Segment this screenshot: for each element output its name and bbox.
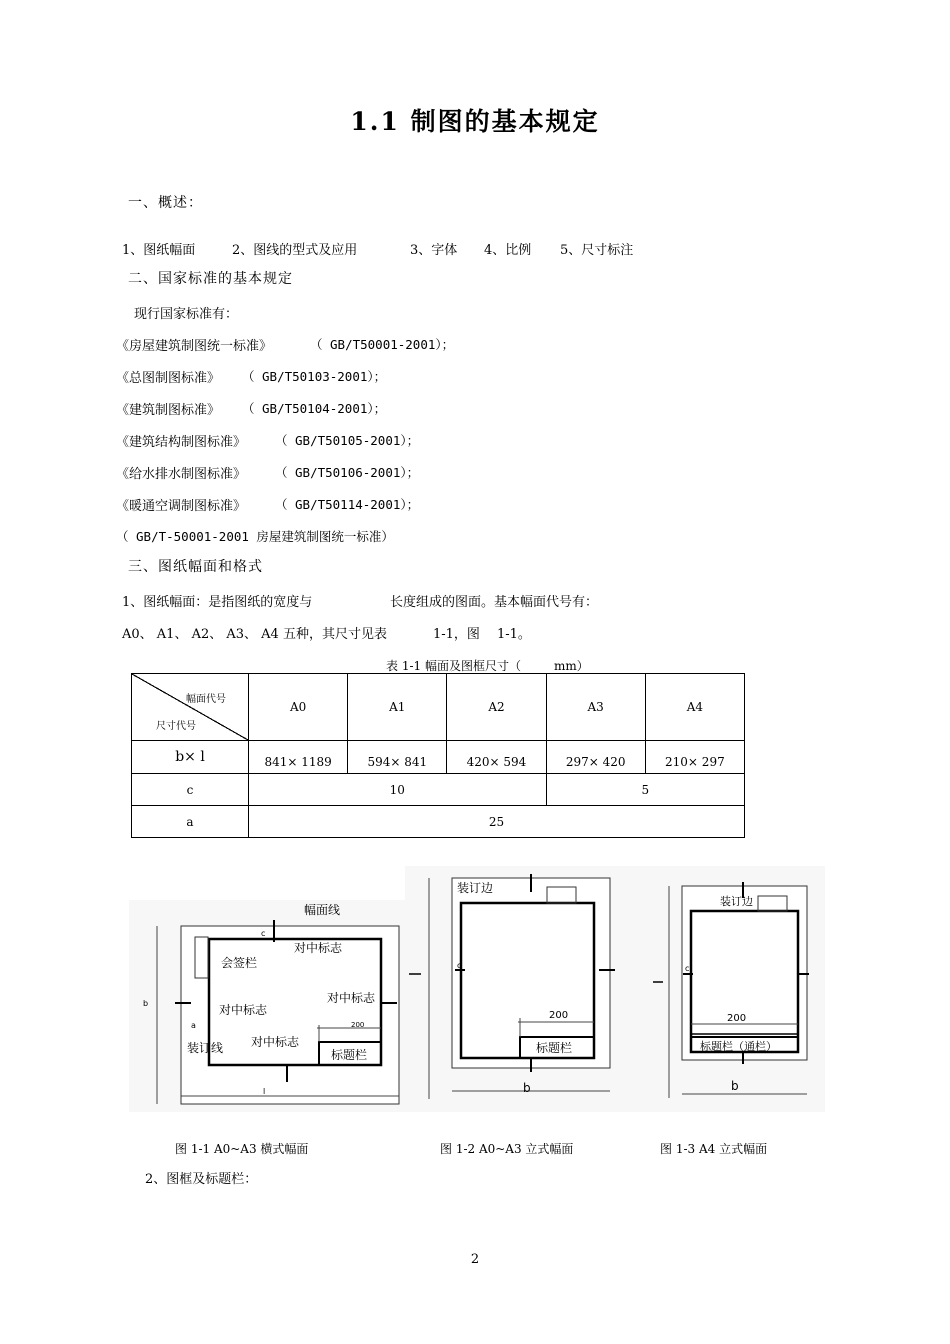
section-standards-heading: 二、国家标准的基本规定 bbox=[128, 271, 293, 287]
overview-item-2: 2、图线的型式及应用 bbox=[232, 243, 358, 258]
standard-code-1: （ GB/T50001-2001）； bbox=[310, 337, 455, 352]
page-number: 2 bbox=[470, 1252, 480, 1267]
standard-name-3: 《建筑制图标准》 bbox=[116, 403, 221, 418]
fig1-label-border: 幅面线 bbox=[304, 903, 341, 917]
sheet-size-table bbox=[131, 673, 745, 838]
standard-code-6: （ GB/T50114-2001）； bbox=[275, 497, 420, 512]
table-row-label-c: c bbox=[132, 774, 249, 806]
table-cell-bl-a3: 297× 420 bbox=[546, 741, 645, 774]
figure-landscape-sheet bbox=[129, 900, 405, 1112]
overview-item-5: 5、尺寸标注 bbox=[560, 243, 634, 258]
fig1-label-a: a bbox=[191, 1021, 196, 1030]
fig2-label-c: c bbox=[457, 961, 462, 970]
page-title: 1.1 制图的基本规定 bbox=[350, 107, 600, 136]
table-cell-bl-a4: 210× 297 bbox=[645, 741, 744, 774]
overview-item-3: 3、字体 bbox=[410, 243, 458, 258]
table-cell-c-a3-a4: 5 bbox=[546, 774, 744, 806]
fig3-label-binding: 装订边 bbox=[720, 895, 753, 908]
overview-item-4: 4、比例 bbox=[484, 243, 532, 258]
fig1-label-center-left: 对中标志 bbox=[219, 1003, 268, 1017]
fig3-label-dim200: 200 bbox=[727, 1013, 747, 1024]
figure-a4-sheet bbox=[625, 866, 825, 1112]
sheet-size-text-1a: 1、图纸幅面：是指图纸的宽度与 bbox=[122, 595, 313, 610]
table-header-a0: A0 bbox=[249, 674, 348, 741]
corner-label-sheet-code: 幅面代号 bbox=[186, 694, 226, 705]
sheet-size-text-2c: 1-1。 bbox=[497, 627, 531, 642]
table-corner-cell bbox=[132, 674, 249, 741]
fig3-label-title-block: 标题栏（通栏） bbox=[700, 1040, 777, 1053]
sheet-size-text-1b: 长度组成的图面。基本幅面代号有： bbox=[390, 595, 599, 610]
fig1-label-binding: 装订线 bbox=[187, 1041, 224, 1055]
fig1-label-center-top: 对中标志 bbox=[294, 941, 343, 955]
sheet-size-text-2b: 1-1，图 bbox=[433, 627, 480, 642]
fig2-label-binding: 装订边 bbox=[457, 881, 494, 895]
fig1-label-l: l bbox=[263, 1087, 266, 1096]
standard-name-1: 《房屋建筑制图统一标准》 bbox=[116, 339, 273, 354]
overview-item-1: 1、图纸幅面 bbox=[122, 243, 196, 258]
table-cell-a-all: 25 bbox=[249, 806, 745, 838]
fig1-label-c: c bbox=[261, 929, 266, 938]
table-cell-c-a0-a2: 10 bbox=[249, 774, 547, 806]
standard-code-4: （ GB/T50105-2001）； bbox=[275, 433, 420, 448]
figure-portrait-sheet bbox=[405, 866, 625, 1112]
figure2-caption: 图 1-2 A0~A3 立式幅面 bbox=[440, 1142, 574, 1156]
standard-code-3: （ GB/T50104-2001）； bbox=[242, 401, 387, 416]
standard-name-2: 《总图制图标准》 bbox=[116, 371, 221, 386]
figure3-caption: 图 1-3 A4 立式幅面 bbox=[660, 1142, 768, 1156]
section-sheet-format-heading: 三、图纸幅面和格式 bbox=[128, 559, 263, 575]
table-caption-unit: mm） bbox=[554, 659, 589, 673]
sheet-size-text-2a: A0、 A1、 A2、 A3、 A4 五种，其尺寸见表 bbox=[122, 627, 387, 642]
standards-intro: 现行国家标准有： bbox=[134, 307, 239, 322]
standard-note: （ GB/T-50001-2001 房屋建筑制图统一标准） bbox=[116, 529, 394, 544]
table-caption: 表 1-1 幅面及图框尺寸（ bbox=[386, 659, 521, 673]
standard-name-6: 《暖通空调制图标准》 bbox=[116, 499, 247, 514]
frame-titleblock-heading: 2、图框及标题栏： bbox=[145, 1172, 258, 1187]
standard-code-2: （ GB/T50103-2001）； bbox=[242, 369, 387, 384]
section-overview-heading: 一、概述： bbox=[128, 195, 203, 211]
table-header-a1: A1 bbox=[348, 674, 447, 741]
figure1-caption: 图 1-1 A0~A3 横式幅面 bbox=[175, 1142, 309, 1156]
standard-code-5: （ GB/T50106-2001）； bbox=[275, 465, 420, 480]
fig1-label-title-block: 标题栏 bbox=[331, 1048, 368, 1062]
fig3-label-b: b bbox=[731, 1079, 739, 1093]
fig2-label-b: b bbox=[523, 1081, 531, 1095]
table-cell-bl-a2: 420× 594 bbox=[447, 741, 546, 774]
table-header-a4: A4 bbox=[645, 674, 744, 741]
fig1-label-dim200: 200 bbox=[351, 1021, 365, 1029]
fig1-label-sign: 会签栏 bbox=[221, 956, 258, 970]
fig2-label-title-block: 标题栏 bbox=[536, 1041, 573, 1055]
table-cell-bl-a0: 841× 1189 bbox=[249, 741, 348, 774]
fig1-label-b: b bbox=[143, 999, 149, 1008]
table-row-label-a: a bbox=[132, 806, 249, 838]
fig1-label-center-right: 对中标志 bbox=[327, 991, 376, 1005]
standard-name-5: 《给水排水制图标准》 bbox=[116, 467, 247, 482]
table-header-a2: A2 bbox=[447, 674, 546, 741]
table-header-a3: A3 bbox=[546, 674, 645, 741]
fig1-label-center-bottom: 对中标志 bbox=[251, 1035, 300, 1049]
fig3-label-c: c bbox=[685, 964, 690, 973]
standard-name-4: 《建筑结构制图标准》 bbox=[116, 435, 247, 450]
table-row-label-bl: b× l bbox=[132, 741, 249, 774]
table-cell-bl-a1: 594× 841 bbox=[348, 741, 447, 774]
fig2-label-dim200: 200 bbox=[549, 1010, 569, 1021]
corner-label-dimension-code: 尺寸代号 bbox=[156, 721, 196, 732]
